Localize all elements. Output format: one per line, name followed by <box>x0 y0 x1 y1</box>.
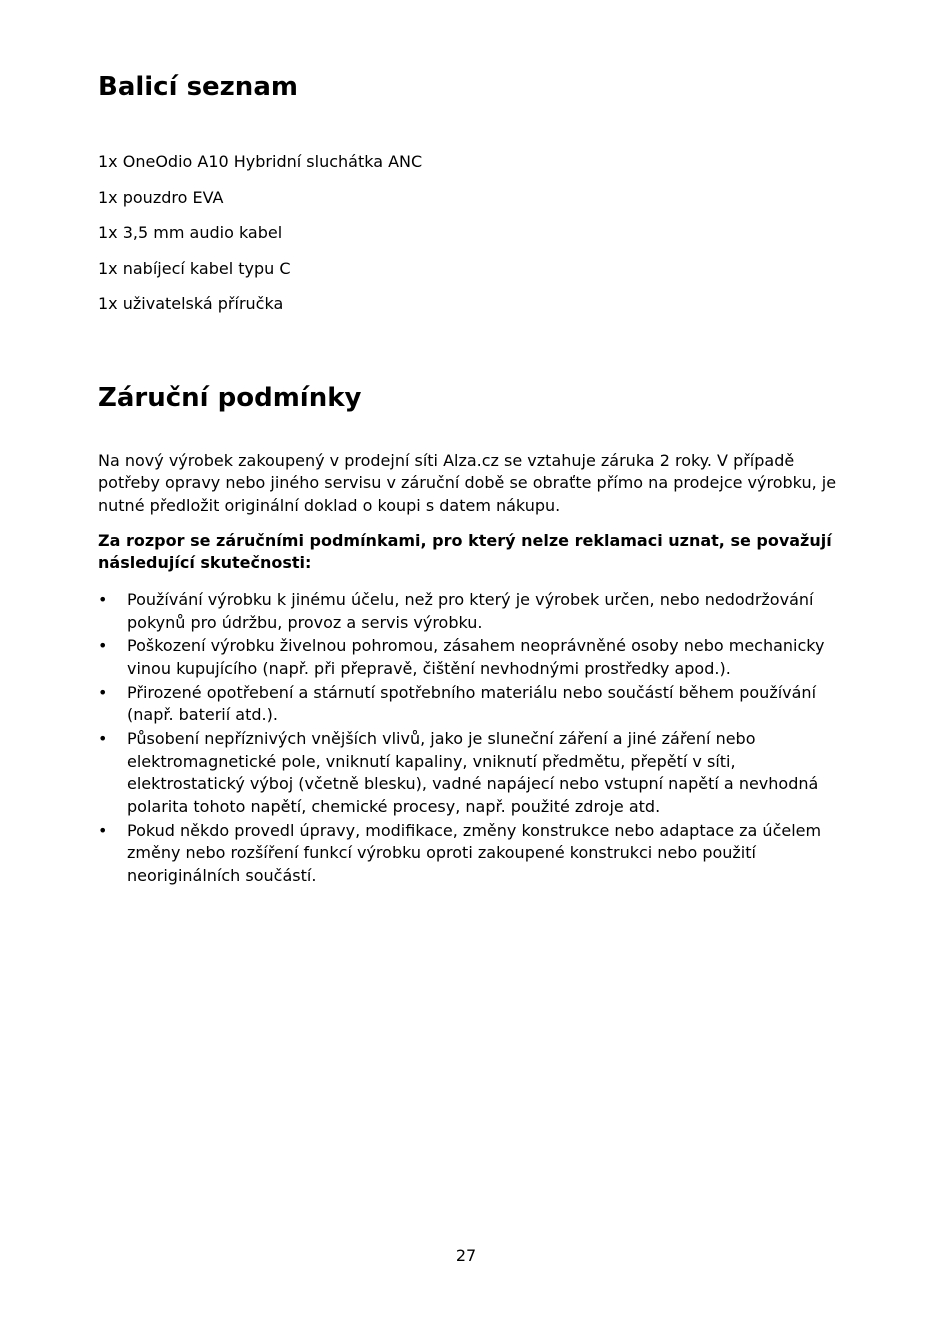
bullet-icon: • <box>98 590 108 609</box>
warranty-exclusion-item <box>98 589 838 634</box>
warranty-exclusion-text: Poškození výrobku živelnou pohromou, zásahem neoprávněné osoby nebo mechanicky vinou kupujícího (např. při přepravě, čištění nevhodnými prostředky apod.). <box>127 636 825 678</box>
bullet-icon: • <box>98 820 108 840</box>
warranty-exclusion-text: Přirozené opotřebení a stárnutí spotřebního materiálu nebo součástí během používání (např. baterií atd.). <box>127 682 817 725</box>
bullet-icon: • <box>98 636 108 656</box>
packing-list-item: 1x pouzdro EVA <box>98 187 224 207</box>
warranty-exclusion-text: Pokud někdo provedl úpravy, modifikace, změny konstrukce nebo adaptace za účelem změny nebo rozšíření funkcí výrobku oproti zakoupené konstrukci nebo použití neoriginálních součástí. <box>127 820 822 885</box>
warranty-exclusion-item <box>98 682 838 727</box>
warranty-exclusion-text: Používání výrobku k jinému účelu, než pro který je výrobek určen, nebo nedodržování pokynů pro údržbu, provoz a servis výrobku. <box>127 590 814 632</box>
warranty-exclusion-item <box>98 820 838 888</box>
packing-list-item: 1x uživatelská příručka <box>98 294 284 313</box>
warranty-intro-paragraph: Na nový výrobek zakoupený v prodejní síti Alza.cz se vztahuje záruka 2 roky. V případě potřeby opravy nebo jiného servisu v záruční době se obraťte přímo na prodejce výrobku, je nutné předložit originální doklad o koupi s datem nákupu. <box>98 451 837 515</box>
bullet-icon: • <box>98 682 108 702</box>
warranty-conflict-heading: Za rozpor se záručními podmínkami, pro který nelze reklamaci uznat, se považují následující skutečnosti: <box>98 531 832 573</box>
warranty-exclusion-item <box>98 728 838 818</box>
warranty-exclusion-item <box>98 635 838 680</box>
warranty-exclusions-list <box>98 589 838 889</box>
bullet-icon: • <box>98 729 108 749</box>
packing-list-item: 1x nabíjecí kabel typu C <box>98 258 291 278</box>
packing-list-heading: Balicí seznam <box>98 72 298 102</box>
warranty-exclusion-text: Působení nepříznivých vnějších vlivů, jako je sluneční záření a jiné záření nebo elektromagnetické pole, vniknutí kapaliny, vniknutí předmětu, přepětí v síti, elektrostatický výboj (včetně blesku), vadné napájecí nebo vstupní napětí a nevhodná polarita tohoto napětí, chemické procesy, např. použité zdroje atd. <box>127 729 819 816</box>
packing-list-item: 1x OneOdio A10 Hybridní sluchátka ANC <box>98 152 423 171</box>
packing-list <box>98 150 422 328</box>
warranty-heading: Záruční podmínky <box>98 383 362 413</box>
document-page <box>98 0 858 1324</box>
page-number: 27 <box>455 1246 477 1265</box>
packing-list-item: 1x 3,5 mm audio kabel <box>98 223 283 242</box>
